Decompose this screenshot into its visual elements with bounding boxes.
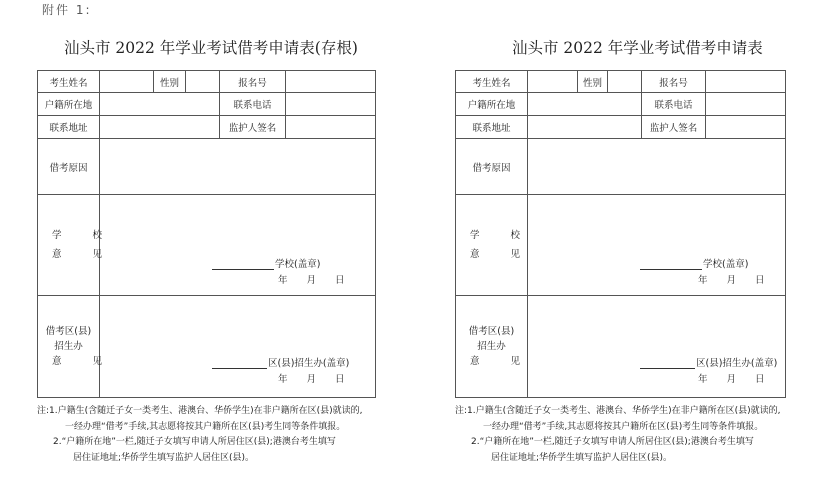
school-date: 年 月 日 bbox=[278, 275, 346, 286]
field-name[interactable] bbox=[100, 71, 154, 93]
label-school-opinion: 学 校 意 见 bbox=[456, 195, 528, 296]
label-phone: 联系电话 bbox=[220, 93, 286, 116]
field-phone[interactable] bbox=[706, 93, 786, 116]
label-name: 考生姓名 bbox=[456, 71, 528, 93]
label-reg-no: 报名号 bbox=[220, 71, 286, 93]
attachment-label: 附件 1: bbox=[42, 3, 92, 17]
field-district-opinion[interactable] bbox=[528, 296, 786, 398]
field-gender[interactable] bbox=[608, 71, 642, 93]
form-title: 汕头市 2022 年学业考试借考申请表 bbox=[512, 39, 763, 57]
label-school-opinion: 学 校 意 见 bbox=[38, 195, 100, 296]
label-district-opinion: 借考区(县) 招生办 意 见 bbox=[38, 296, 100, 398]
notes: 注:1.户籍生(含随迁子女一类考生、港澳台、华侨学生)在非户籍所在区(县)就读的, 一经办理“借考”手续,其志愿将按其户籍所在区(县)考生同等条件填报。 2.“户籍所在地”一栏,随迁子女填写申请人所居住区(县);港澳台考生填写 居住证地址;华侨学生填写监护人居住区(县)。 bbox=[37, 406, 363, 463]
district-date: 年 月 日 bbox=[278, 374, 346, 385]
label-household: 户籍所在地 bbox=[38, 93, 100, 116]
field-household[interactable] bbox=[528, 93, 642, 116]
field-guardian[interactable] bbox=[706, 116, 786, 139]
field-phone[interactable] bbox=[286, 93, 376, 116]
label-reg-no: 报名号 bbox=[642, 71, 706, 93]
school-stamp-line: 学校(盖章) bbox=[212, 256, 320, 270]
field-address[interactable] bbox=[528, 116, 642, 139]
label-address: 联系地址 bbox=[456, 116, 528, 139]
label-phone: 联系电话 bbox=[642, 93, 706, 116]
district-date: 年 月 日 bbox=[698, 374, 766, 385]
field-reason[interactable] bbox=[528, 139, 786, 195]
field-reason[interactable] bbox=[100, 139, 376, 195]
label-address: 联系地址 bbox=[38, 116, 100, 139]
field-gender[interactable] bbox=[186, 71, 220, 93]
label-district-opinion: 借考区(县) 招生办 意 见 bbox=[456, 296, 528, 398]
field-reg-no[interactable] bbox=[286, 71, 376, 93]
label-guardian: 监护人签名 bbox=[642, 116, 706, 139]
field-reg-no[interactable] bbox=[706, 71, 786, 93]
field-district-opinion[interactable] bbox=[100, 296, 376, 398]
notes: 注:1.户籍生(含随迁子女一类考生、港澳台、华侨学生)在非户籍所在区(县)就读的, 一经办理“借考”手续,其志愿将按其户籍所在区(县)考生同等条件填报。 2.“户籍所在地”一栏,随迁子女填写申请人所居住区(县);港澳台考生填写 居住证地址;华侨学生填写监护人居住区(县)。 bbox=[455, 406, 781, 463]
label-guardian: 监护人签名 bbox=[220, 116, 286, 139]
district-stamp-line: 区(县)招生办(盖章) bbox=[640, 355, 777, 369]
label-reason: 借考原因 bbox=[456, 139, 528, 195]
field-household[interactable] bbox=[100, 93, 220, 116]
label-household: 户籍所在地 bbox=[456, 93, 528, 116]
label-name: 考生姓名 bbox=[38, 71, 100, 93]
label-reason: 借考原因 bbox=[38, 139, 100, 195]
field-guardian[interactable] bbox=[286, 116, 376, 139]
field-address[interactable] bbox=[100, 116, 220, 139]
form-table bbox=[455, 70, 786, 398]
label-gender: 性别 bbox=[578, 71, 608, 93]
form-title: 汕头市 2022 年学业考试借考申请表(存根) bbox=[64, 39, 358, 57]
form-table bbox=[37, 70, 376, 398]
label-gender: 性别 bbox=[154, 71, 186, 93]
school-date: 年 月 日 bbox=[698, 275, 766, 286]
field-school-opinion[interactable] bbox=[528, 195, 786, 296]
field-name[interactable] bbox=[528, 71, 578, 93]
field-school-opinion[interactable] bbox=[100, 195, 376, 296]
district-stamp-line: 区(县)招生办(盖章) bbox=[212, 355, 349, 369]
school-stamp-line: 学校(盖章) bbox=[640, 256, 748, 270]
